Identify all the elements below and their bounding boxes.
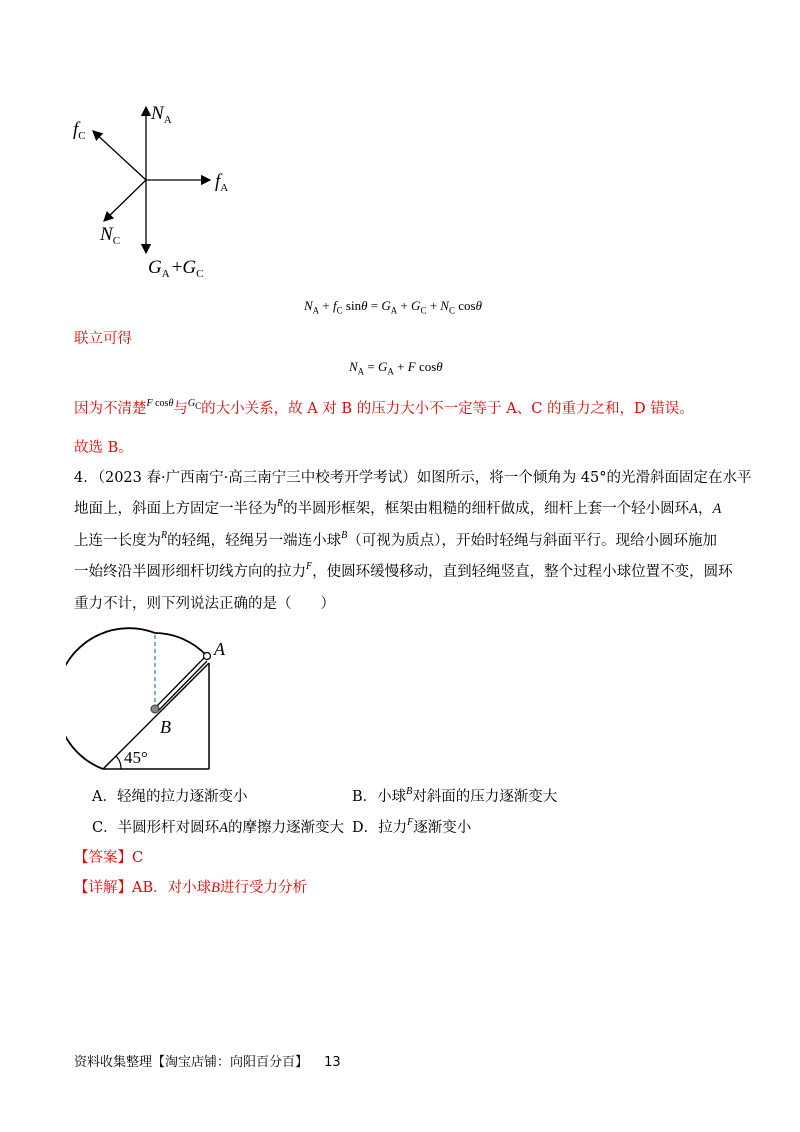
question-line-4: 一始终沿半圆形细杆切线方向的拉力$^F$，使圆环缓慢移动，直到轻绳竖直，整个过程小球位置不变，圆环	[74, 561, 733, 580]
detail-line: 【详解】AB．对小球B进行受力分析	[74, 880, 307, 896]
rope-initial-2	[157, 661, 207, 712]
incline-figure	[66, 625, 246, 775]
ring-A	[204, 653, 211, 660]
incline-slope	[103, 663, 209, 769]
equation-2: $N_A = G_A + F$ cosθ	[349, 359, 443, 377]
option-B[interactable]: B．小球$^B$对斜面的压力逐渐变大	[352, 786, 558, 805]
combine-text: 联立可得	[74, 331, 132, 347]
angle-arc	[116, 756, 121, 769]
choose-line: 故选 B。	[74, 440, 133, 456]
label-G: $G_A +G_C$	[148, 257, 204, 280]
label-A: A	[214, 639, 225, 659]
force-NC-arrow	[104, 180, 146, 221]
question-line-2: 地面上，斜面上方固定一半径为$^R$的半圆形框架，框架由粗糙的细杆做成，细杆上套一个轻小圆环A，A	[74, 498, 722, 517]
label-NA: $N_A$	[151, 103, 172, 126]
label-NC: $N_C$	[100, 224, 121, 247]
equation-1: $N_A + f_C$ $\sin\theta = G_A + G_C + N_C$ cosθ	[304, 298, 482, 316]
footer-source: 资料收集整理【淘宝店铺：向阳百分百】	[74, 1055, 309, 1070]
ball-B	[151, 705, 159, 713]
option-D[interactable]: D．拉力$^F$逐渐变小	[352, 817, 472, 836]
answer-line: 【答案】C	[74, 850, 144, 866]
label-fC: $f_C$	[73, 119, 86, 142]
force-diagram	[60, 95, 250, 285]
option-A[interactable]: A．轻绳的拉力逐渐变小	[92, 789, 248, 805]
page-footer	[74, 1051, 341, 1070]
rope-initial	[154, 658, 204, 709]
label-B: B	[160, 717, 171, 737]
page-number: 13	[324, 1055, 341, 1070]
label-fA: $f_A$	[215, 171, 229, 194]
semicircle-frame-right	[155, 633, 207, 656]
question-line-5: 重力不计，则下列说法正确的是（ ）	[74, 596, 335, 612]
question-line-3: 上连一长度为$^R$的轻绳，轻绳另一端连小球$^B$（可视为质点），开始时轻绳与斜面平行。现给小圆环施加	[74, 530, 717, 549]
force-fC-arrow	[93, 131, 146, 180]
option-C[interactable]: C．半圆形杆对圆环A的摩擦力逐渐变大	[92, 820, 344, 836]
angle-label: 45°	[124, 748, 148, 767]
explanation-line: 因为不清楚$^{F cos\theta}$与$^{G_C}$的大小关系，故 A 对 B 的压力大小不一定等于 A、C 的重力之和，D 错误。	[74, 398, 694, 417]
question-line-1: 4．（2023 春·广西南宁·高三南宁三中校考开学考试）如图所示，将一个倾角为 45°的光滑斜面固定在水平	[74, 470, 752, 486]
